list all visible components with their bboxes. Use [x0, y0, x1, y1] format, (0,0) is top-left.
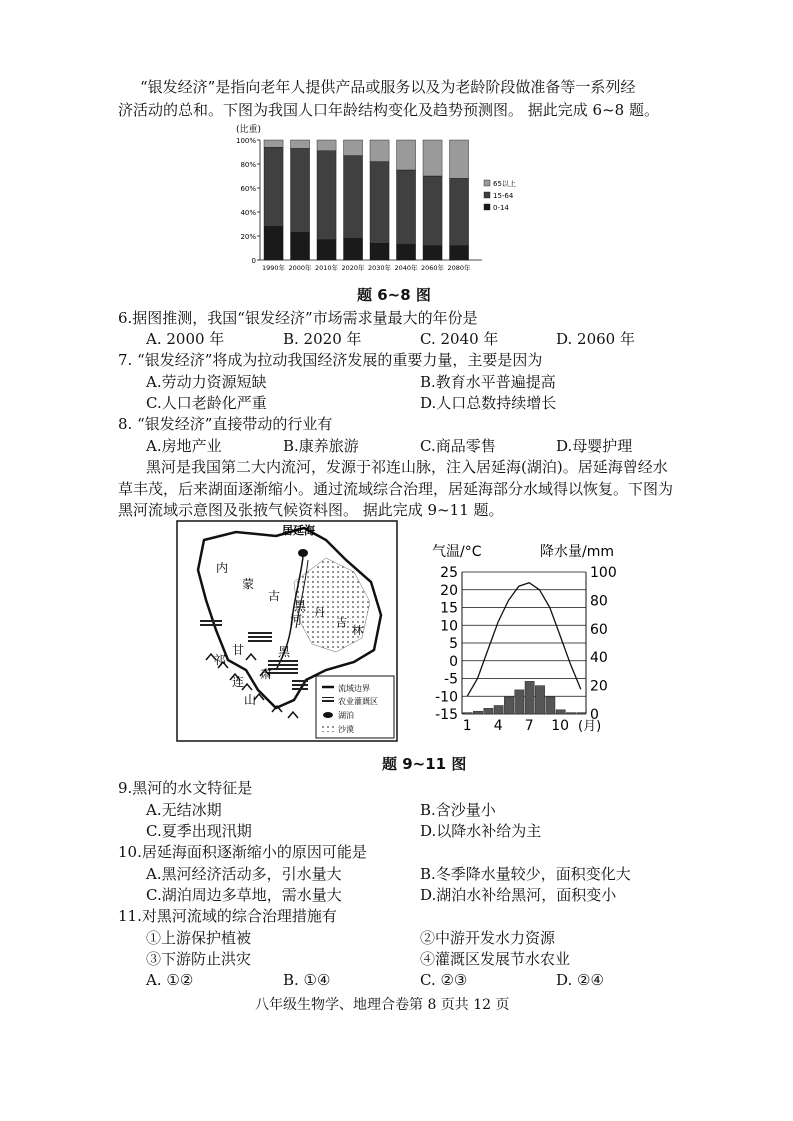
precip-bar [504, 697, 513, 714]
label-he: 河 [290, 613, 303, 627]
bar-segment-65以上 [450, 140, 469, 178]
bar-segment-15-64 [344, 156, 363, 239]
x-tick-label: 1990年 [262, 264, 286, 272]
q11-option-c[interactable]: C. ②③ [420, 971, 468, 989]
month-tick-label: 1 [462, 718, 472, 734]
q9-stem: 9.黑河的水文特征是 [118, 779, 253, 797]
label-hei2: 黑 [278, 645, 291, 659]
intro-9-11-line2: 草丰茂，后来湖面逐渐缩小。通过流域综合治理，居延海部分水域得以恢复。下图为 [118, 480, 674, 498]
q7-option-b[interactable]: B.教育水平普遍提高 [420, 373, 556, 391]
x-tick-label: 2060年 [421, 264, 445, 272]
precip-bar [556, 710, 565, 714]
temp-tick-label: 15 [440, 600, 458, 617]
label-nei: 内 [216, 561, 229, 575]
q8-option-c[interactable]: C.商品零售 [420, 437, 496, 455]
intro-9-11-line3: 黑河流域示意图及张掖气候资料图。 据此完成 9~11 题。 [118, 501, 504, 519]
temp-tick-label: 20 [440, 582, 458, 599]
q11-option-a[interactable]: A. ①② [146, 971, 194, 989]
legend-swatch [484, 204, 490, 210]
bar-segment-15-64 [291, 148, 310, 232]
q10-option-b[interactable]: B.冬季降水量较少，面积变化大 [420, 865, 631, 883]
bar-segment-0-14 [317, 240, 336, 260]
bar-segment-0-14 [344, 238, 363, 260]
bar-segment-65以上 [317, 140, 336, 151]
legend-label: 0-14 [493, 204, 509, 212]
y-tick-label: 100% [235, 137, 256, 145]
temp-tick-label: -15 [435, 707, 458, 723]
figure-title-6-8: 题 6~8 图 [357, 286, 431, 304]
label-jilin: 吉 [336, 616, 347, 629]
q6-option-a[interactable]: A. 2000 年 [146, 330, 225, 348]
label-qi: 祁 [214, 653, 227, 667]
q6-option-b[interactable]: B. 2020 年 [283, 330, 362, 348]
temp-tick-label: 0 [449, 653, 458, 670]
precip-bar [535, 686, 544, 714]
q9-option-d[interactable]: D.以降水补给为主 [420, 822, 542, 840]
temp-tick-label: 5 [449, 636, 458, 652]
legend-swatch [484, 180, 490, 186]
legend-irrigation: 农业灌溉区 [338, 697, 378, 706]
precip-bar [566, 713, 575, 714]
precip-bar [494, 705, 503, 714]
bar-segment-65以上 [397, 140, 416, 170]
population-age-structure-chart [230, 124, 530, 276]
bar-segment-65以上 [291, 140, 310, 148]
q7-option-d[interactable]: D.人口总数持续增长 [420, 394, 557, 412]
q7-option-a[interactable]: A.劳动力资源短缺 [146, 373, 267, 391]
zhangye-climate-chart [428, 544, 624, 740]
q8-stem: 8. “银发经济”直接带动的行业有 [118, 415, 333, 433]
irrigation-area-3 [268, 660, 298, 674]
temperature-curve [467, 583, 581, 697]
q6-option-d[interactable]: D. 2060 年 [556, 330, 635, 348]
bar-segment-15-64 [397, 170, 416, 244]
precip-axis-label: 降水量/mm [540, 544, 614, 560]
legend-label: 65以上 [493, 180, 516, 188]
q11-stem: 11.对黑河流域的综合治理措施有 [118, 907, 337, 925]
q8-option-d[interactable]: D.母婴护理 [556, 437, 633, 455]
precip-bar [546, 697, 555, 714]
x-tick-label: 2080年 [447, 264, 471, 272]
bar-segment-0-14 [264, 226, 283, 260]
legend-irrigation-icon [322, 697, 334, 704]
precip-tick-label: 20 [590, 678, 608, 695]
bar-segment-0-14 [370, 243, 389, 260]
precip-tick-label: 40 [590, 650, 608, 667]
bar-segment-65以上 [423, 140, 442, 176]
q10-option-c[interactable]: C.湖泊周边多草地，需水量大 [146, 886, 342, 904]
bar-segment-15-64 [423, 176, 442, 246]
precip-tick-label: 60 [590, 621, 608, 638]
bar-segment-0-14 [291, 232, 310, 260]
temp-tick-label: -5 [444, 671, 458, 688]
heihe-basin-map [176, 520, 398, 742]
precip-bar [463, 713, 472, 714]
bar-segment-0-14 [397, 244, 416, 260]
intro-9-11-line1: 黑河是我国第二大内流河，发源于祁连山脉，注入居延海(湖泊)。居延海曾经水 [146, 458, 668, 476]
irrigation-area-2 [248, 632, 272, 642]
legend-desert: 沙漠 [338, 725, 354, 734]
legend-lake-icon [323, 712, 333, 718]
juyanhai-lake [298, 549, 308, 557]
q11-item-2: ②中游开发水力资源 [420, 929, 556, 947]
legend-lake: 湖泊 [338, 711, 354, 720]
bar-segment-15-64 [264, 147, 283, 226]
label-gu: 古 [268, 589, 281, 603]
bar-segment-0-14 [450, 246, 469, 260]
x-tick-label: 2000年 [288, 264, 312, 272]
q11-item-3: ③下游防止洪灾 [146, 950, 252, 968]
q6-option-c[interactable]: C. 2040 年 [420, 330, 499, 348]
legend-swatch [484, 192, 490, 198]
label-shan: 山 [244, 693, 257, 707]
bar-segment-15-64 [450, 178, 469, 245]
temp-tick-label: 25 [440, 565, 458, 581]
q10-option-d[interactable]: D.湖泊水补给黑河，面积变小 [420, 886, 617, 904]
precip-bar [484, 708, 493, 714]
q11-item-4: ④灌溉区发展节水农业 [420, 950, 571, 968]
q8-option-b[interactable]: B.康养旅游 [283, 437, 359, 455]
intro-6-8-line2: 济活动的总和。下图为我国人口年龄结构变化及趋势预测图。 据此完成 6~8 题。 [118, 101, 659, 119]
irrigation-area-1 [200, 618, 222, 628]
q9-option-c[interactable]: C.夏季出现汛期 [146, 822, 252, 840]
legend-boundary: 流域边界 [338, 684, 370, 693]
y-tick-label: 20% [240, 233, 256, 241]
label-meng: 蒙 [242, 577, 255, 591]
bar-segment-15-64 [317, 151, 336, 240]
y-tick-label: 40% [240, 209, 256, 217]
bar-segment-65以上 [264, 140, 283, 147]
label-su: 肃 [260, 667, 273, 681]
legend-desert-icon [322, 725, 334, 732]
bar-segment-15-64 [370, 162, 389, 244]
label-lian: 连 [232, 675, 245, 689]
q7-stem: 7. “银发经济”将成为拉动我国经济发展的重要力量，主要是因为 [118, 351, 543, 369]
label-juyanhai: 居延海 [282, 524, 315, 537]
x-tick-label: 2040年 [394, 264, 418, 272]
q8-option-a[interactable]: A.房地产业 [146, 437, 222, 455]
legend-label: 15-64 [493, 192, 514, 200]
y-unit-label: (比重) [236, 125, 262, 135]
q10-stem: 10.居延海面积逐渐缩小的原因可能是 [118, 843, 367, 861]
y-tick-label: 60% [240, 185, 256, 193]
precip-tick-label: 0 [590, 707, 599, 723]
y-tick-label: 0 [251, 257, 256, 265]
precip-bar [515, 690, 524, 714]
x-tick-label: 2030年 [368, 264, 392, 272]
q7-option-c[interactable]: C.人口老龄化严重 [146, 394, 267, 412]
q9-option-b[interactable]: B.含沙量小 [420, 801, 496, 819]
label-hei: 黑 [294, 599, 307, 613]
label-gan: 甘 [232, 643, 245, 657]
q9-option-a[interactable]: A.无结冰期 [146, 801, 222, 819]
label-lin: 林 [352, 624, 363, 637]
page-footer: 八年级生物学、地理合卷第 8 页共 12 页 [255, 997, 510, 1013]
temp-axis-label: 气温/°C [432, 544, 482, 560]
temp-tick-label: -10 [435, 689, 458, 706]
month-tick-label: 4 [493, 718, 503, 734]
temp-tick-label: 10 [440, 618, 458, 635]
q10-option-a[interactable]: A.黑河经济活动多，引水量大 [146, 865, 342, 883]
bar-segment-65以上 [370, 140, 389, 162]
bar-segment-0-14 [423, 246, 442, 260]
month-tick-label: 10 [551, 718, 570, 734]
x-tick-label: 2010年 [315, 264, 339, 272]
precip-tick-label: 100 [590, 565, 617, 581]
bar-segment-65以上 [344, 140, 363, 156]
month-tick-label: 7 [524, 718, 534, 734]
month-unit-label: (月) [578, 719, 602, 734]
precip-tick-label: 80 [590, 593, 608, 610]
q11-option-b[interactable]: B. ①④ [283, 971, 331, 989]
y-tick-label: 80% [240, 161, 256, 169]
q11-option-d[interactable]: D. ②④ [556, 971, 604, 989]
intro-6-8-line1: “银发经济”是指向老年人提供产品或服务以及为老龄阶段做准备等一系列经 [140, 78, 636, 96]
q11-item-1: ①上游保护植被 [146, 929, 252, 947]
x-tick-label: 2020年 [341, 264, 365, 272]
precip-bar [473, 711, 482, 714]
irrigation-area-4 [292, 678, 308, 692]
precip-bar [525, 681, 534, 714]
figure-title-9-11: 题 9~11 图 [382, 755, 467, 773]
precip-bar [577, 713, 586, 714]
label-badan: 丹 [314, 606, 325, 619]
q6-stem: 6.据图推测，我国“银发经济”市场需求量最大的年份是 [118, 309, 478, 327]
